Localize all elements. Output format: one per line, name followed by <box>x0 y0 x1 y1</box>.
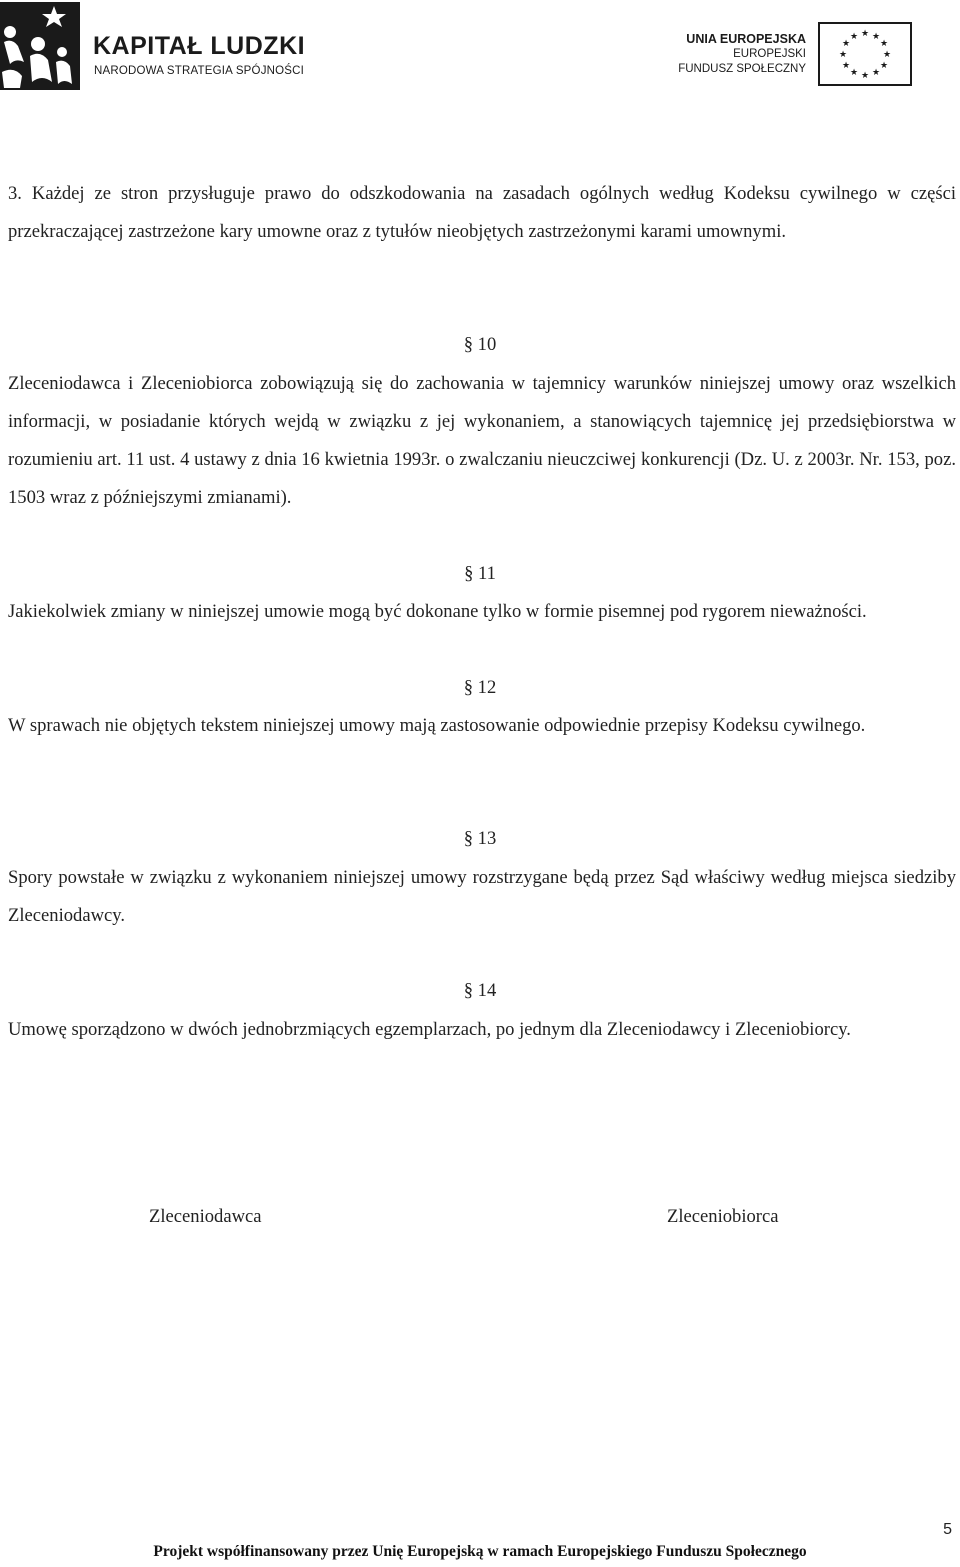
eu-line2: EUROPEJSKI <box>733 48 806 60</box>
svg-text:★: ★ <box>882 50 892 60</box>
eu-logo-text <box>678 32 806 77</box>
kapital-ludzki-title: KAPITAŁ LUDZKI <box>93 32 306 60</box>
svg-text:★: ★ <box>879 39 889 49</box>
kapital-ludzki-subtitle: NARODOWA STRATEGIA SPÓJNOŚCI <box>94 65 305 77</box>
svg-text:★: ★ <box>838 50 848 60</box>
eu-line3: FUNDUSZ SPOŁECZNY <box>678 63 806 75</box>
section-14-text: Umowę sporządzono w dwóch jednobrzmiących egzemplarzach, po jednym dla Zleceniodawcy i Zleceniobiorcy. <box>8 1019 851 1040</box>
footer-text: Projekt współfinansowany przez Unię Europejską w ramach Europejskiego Funduszu Społecznego <box>153 1543 807 1560</box>
svg-text:★: ★ <box>871 68 881 78</box>
eu-line1: UNIA EUROPEJSKA <box>686 32 806 46</box>
kapital-ludzki-logo-icon <box>0 2 80 90</box>
svg-text:★: ★ <box>871 32 881 42</box>
section-14-heading: § 14 <box>463 980 497 1001</box>
section-11-text: Jakiekolwiek zmiany w niniejszej umowie mogą być dokonane tylko w formie pisemnej pod rygorem nieważności. <box>8 601 867 622</box>
eu-flag-icon <box>818 22 912 86</box>
svg-text:★: ★ <box>841 61 851 71</box>
section-13-heading: § 13 <box>463 828 497 849</box>
svg-text:★: ★ <box>841 39 851 49</box>
section-12-text: W sprawach nie objętych tekstem niniejszej umowy mają zastosowanie odpowiednie przepisy Kodeksu cywilnego. <box>8 715 866 736</box>
paragraph-3: 3. Każdej ze stron przysługuje prawo do odszkodowania na zasadach ogólnych według Kodeksu cywilnego w części przekraczającej zastrzeżone kary umowne oraz z tytułów nieobjętych zastrzeżonymi karami umownymi. <box>8 183 956 242</box>
svg-text:★: ★ <box>849 68 859 78</box>
signature-zleceniodawca: Zleceniodawca <box>149 1206 262 1227</box>
section-13-text: Spory powstałe w związku z wykonaniem niniejszej umowy rozstrzygane będą przez Sąd właściwy według miejsca siedziby Zleceniodawcy. <box>8 867 956 926</box>
signature-zleceniobiorca: Zleceniobiorca <box>667 1206 779 1227</box>
svg-text:★: ★ <box>860 29 870 39</box>
section-12-heading: § 12 <box>463 677 497 698</box>
section-10-text: Zleceniodawca i Zleceniobiorca zobowiązują się do zachowania w tajemnicy warunków niniejszej umowy oraz wszelkich informacji, w posiadanie których wejdą w związku z jej wykonaniem, a stanowiących tajemnicę jej przedsiębiorstwa w rozumieniu art. 11 ust. 4 ustawy z dnia 16 kwietnia 1993r. o zwalczaniu nieuczciwej konkurencji (Dz. U. z 2003r. Nr. 153, poz. 1503 wraz z późniejszymi zmianami). <box>8 373 956 508</box>
section-11-heading: § 11 <box>464 563 496 584</box>
section-10-heading: § 10 <box>463 334 497 355</box>
page-number: 5 <box>943 1521 952 1538</box>
svg-text:★: ★ <box>849 32 859 42</box>
svg-text:★: ★ <box>879 61 889 71</box>
svg-text:★: ★ <box>860 71 870 81</box>
document-header <box>0 0 960 100</box>
